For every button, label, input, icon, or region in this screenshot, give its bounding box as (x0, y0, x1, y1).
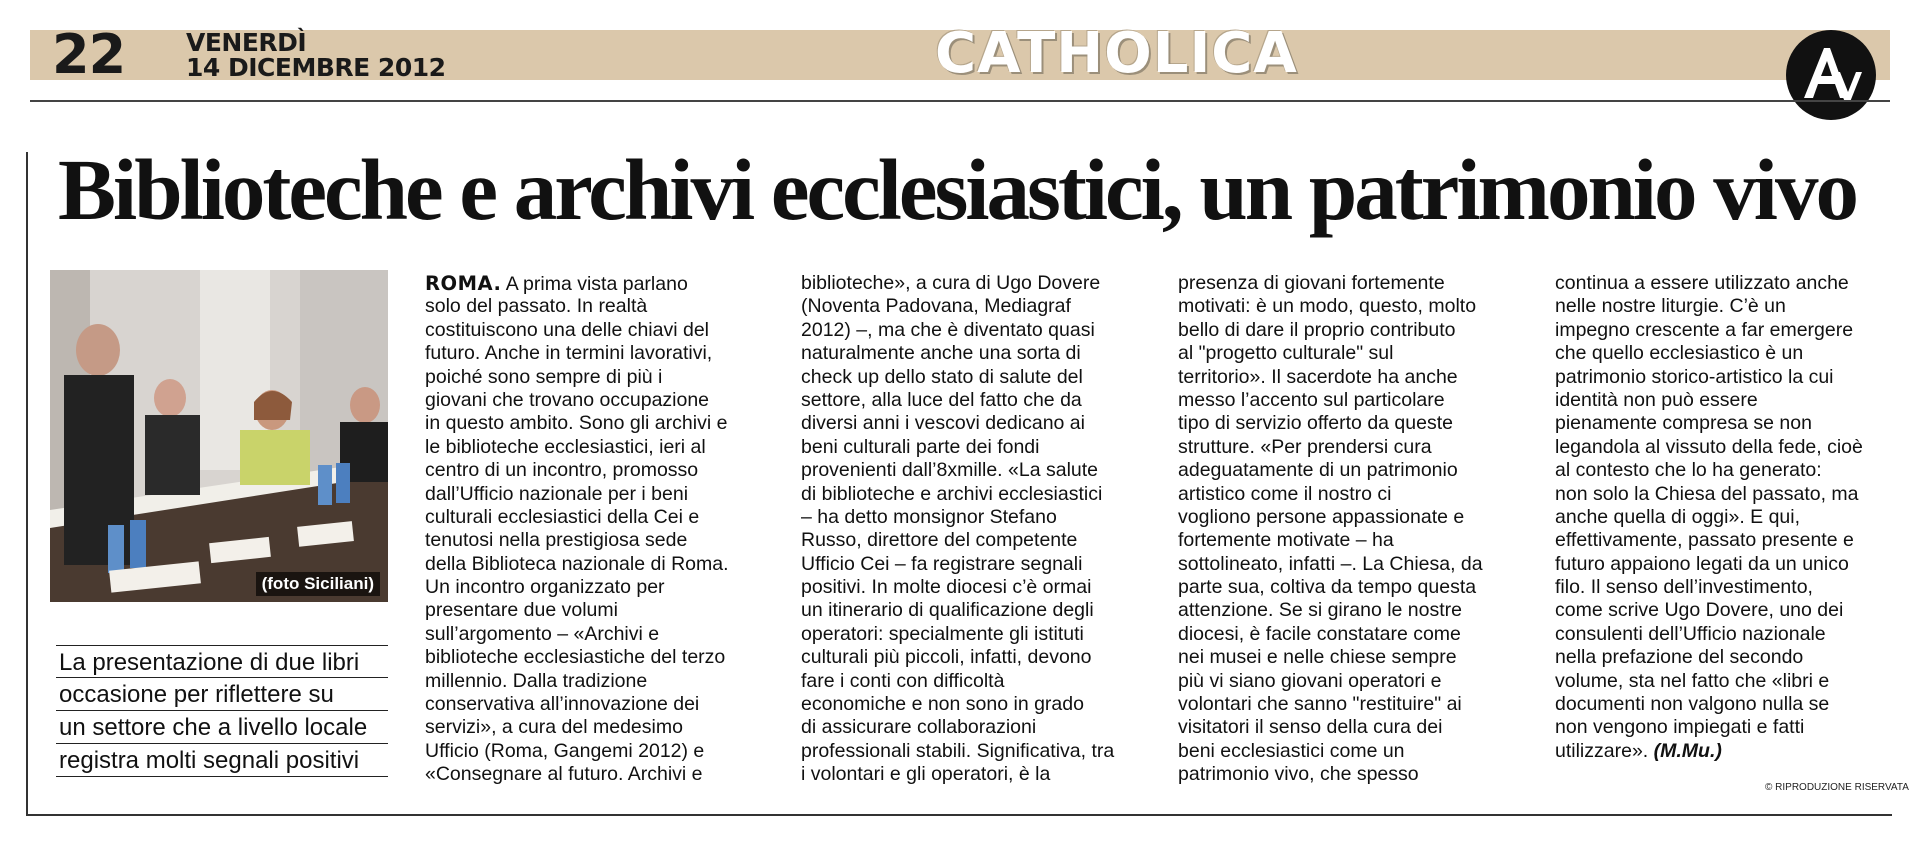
article-text-line: motivati: è un modo, questo, molto (1178, 295, 1477, 318)
article-text-line: anche quella di oggi». E qui, (1555, 505, 1801, 528)
article-text-line: Russo, direttore del competente (801, 529, 1078, 552)
dateline: ROMA. (425, 272, 502, 295)
article-text-line: nelle nostre liturgie. C’è un (1555, 295, 1786, 318)
article-text-line: beni culturali parte dei fondi (801, 435, 1040, 458)
article-text-line: patrimonio storico-artistico la cui (1555, 365, 1834, 388)
article-text-line: culturali più piccoli, infatti, devono (801, 646, 1092, 669)
frame-left-rule (26, 152, 28, 814)
article-text-line: volume, sta nel fatto che «libri e (1555, 669, 1830, 692)
article-text-line: non vengono impiegati e fatti (1555, 716, 1805, 739)
article-text-line (1555, 740, 1915, 763)
article-text-line: tipo di servizio offerto da queste (1178, 412, 1453, 435)
article-column-2 (801, 272, 1161, 787)
summary-line: registra molti segnali positivi (56, 744, 388, 777)
article-text-line: filo. Il senso dell’investimento, (1555, 576, 1813, 599)
article-text-line: consulenti dell’Ufficio nazionale (1555, 622, 1826, 645)
article-text-line: parte sua, coltiva da tempo questa (1178, 576, 1477, 599)
summary-line: La presentazione di due libri (56, 645, 388, 678)
article-text-line: fare i conti con difficoltà (801, 669, 1005, 692)
article-text-line: futuro appaiono legati da un unico (1555, 552, 1849, 575)
article-text-line: nei musei e nelle chiese sempre (1178, 646, 1457, 669)
article-text-line: pienamente compresa se non (1555, 412, 1812, 435)
article-text-line: identità non può essere (1555, 388, 1758, 411)
article-text-line: naturalmente anche una sorta di (801, 342, 1081, 365)
article-text-line: territorio». Il sacerdote ha anche (1178, 365, 1458, 388)
article-text-line: in questo ambito. Sono gli archivi e (425, 412, 728, 435)
page-number: 22 (52, 23, 126, 86)
article-text-line: positivi. In molte diocesi c’è ormai (801, 576, 1092, 599)
summary-box (56, 645, 388, 777)
article-text-line: presenza di giovani fortemente (1178, 272, 1445, 294)
article-column-1 (425, 272, 785, 787)
article-text-line: culturali ecclesiastici della Cei e (425, 505, 700, 528)
article-text-line: costituiscono una delle chiavi del (425, 318, 710, 341)
article-text-line: (Noventa Padovana, Mediagraf (801, 295, 1071, 318)
article-text-line: artistico come il nostro ci (1178, 482, 1392, 505)
article-text-line: Ufficio (Roma, Gangemi 2012) e (425, 739, 705, 762)
author-signature: (M.Mu.) (1653, 739, 1722, 762)
article-text-line: beni ecclesiastici come un (1178, 739, 1405, 762)
article-text: A prima vista parlano (505, 273, 688, 295)
copyright-notice: © RIPRODUZIONE RISERVATA (1765, 782, 1909, 793)
article-text-line: messo l’accento sul particolare (1178, 388, 1445, 411)
article-text-line: conservativa all’innovazione dei (425, 693, 700, 716)
article-text-line: solo del passato. In realtà (425, 295, 648, 318)
article-photo (50, 270, 388, 602)
article-text-line: fortemente motivate – ha (1178, 529, 1394, 552)
photo-caption: (foto Siciliani) (256, 572, 380, 596)
article-text-line: le biblioteche ecclesiastici, ieri al (425, 435, 706, 458)
article-text-line: continua a essere utilizzato anche (1555, 272, 1849, 294)
issue-day: VENERDÌ (186, 28, 307, 57)
article-text-line: che quello ecclesiastico è un (1555, 342, 1804, 365)
article-column-3 (1178, 272, 1538, 787)
article-text-line: al "progetto culturale" sul (1178, 342, 1394, 365)
article-text-line: di assicurare collaborazioni (801, 716, 1037, 739)
article-text-line: bello di dare il proprio contributo (1178, 318, 1456, 341)
article-text-line: 2012) –, ma che è diventato quasi (801, 318, 1095, 341)
article-text-line: operatori: specialmente gli istituti (801, 622, 1084, 645)
article-text-line: poiché sono sempre di più i (425, 365, 663, 388)
article-text-line: provenienti dall’8xmille. «La salute (801, 459, 1099, 482)
issue-full-date: 14 DICEMBRE 2012 (186, 53, 446, 82)
issue-date (186, 30, 446, 80)
headline: Biblioteche e archivi ecclesiastici, un patrimonio vivo (58, 141, 1856, 238)
article-text-line: Ufficio Cei – fa registrare segnali (801, 552, 1083, 575)
article-text-line: diocesi, è facile constatare come (1178, 622, 1461, 645)
article-column-4 (1555, 272, 1915, 763)
article-text-line: Un incontro organizzato per (425, 576, 665, 599)
article-text-line: effettivamente, passato presente e (1555, 529, 1854, 552)
article-text-line: documenti non valgono nulla se (1555, 693, 1830, 716)
article-text-line: come scrive Ugo Dovere, uno dei (1555, 599, 1844, 622)
article-text-line: al contesto che lo ha generato: (1555, 459, 1822, 482)
article-text-line: – ha detto monsignor Stefano (801, 505, 1057, 528)
article-text-line: biblioteche», a cura di Ugo Dovere (801, 272, 1101, 294)
summary-line: occasione per riflettere su (56, 678, 388, 711)
article-text-line: check up dello stato di salute del (801, 365, 1083, 388)
article-text-line: i volontari e gli operatori, è la (801, 763, 1051, 786)
article-text-line: adeguatamente di un patrimonio (1178, 459, 1458, 482)
article-text-line: futuro. Anche in termini lavorativi, (425, 342, 713, 365)
article-text-line: economiche e non sono in grado (801, 693, 1084, 716)
header-rule (30, 100, 1890, 102)
article-text-line: settore, alla luce del fatto che da (801, 388, 1082, 411)
article-text-line: volontari che sanno "restituire" ai (1178, 693, 1462, 716)
article-text-line: patrimonio vivo, che spesso (1178, 763, 1419, 786)
article-text-line: diversi anni i vescovi dedicano ai (801, 412, 1085, 435)
avvenire-monogram-icon (1786, 30, 1876, 120)
article-text-line: attenzione. Se si girano le nostre (1178, 599, 1463, 622)
article-text-line: non solo la Chiesa del passato, ma (1555, 482, 1859, 505)
article-text-line: nella prefazione del secondo (1555, 646, 1804, 669)
summary-line: un settore che a livello locale (56, 711, 388, 744)
frame-bottom-rule (26, 814, 1892, 816)
article-text-line: legandola al vissuto della fede, cioè (1555, 435, 1863, 458)
article-text-line: professionali stabili. Significativa, tra (801, 739, 1115, 762)
article-text-line: biblioteche ecclesiastiche del terzo (425, 646, 726, 669)
section-title: CATHOLICA (935, 21, 1298, 86)
article-text-line: millennio. Dalla tradizione (425, 669, 648, 692)
article-text-line: sull’argomento – «Archivi e (425, 622, 660, 645)
article-text-line: visitatori il senso della cura dei (1178, 716, 1443, 739)
article-text-line: più vi siano giovani operatori e (1178, 669, 1442, 692)
article-text-line: di biblioteche e archivi ecclesiastici (801, 482, 1103, 505)
article-text-line: impegno crescente a far emergere (1555, 318, 1854, 341)
article-text-line: servizi», a cura del medesimo (425, 716, 683, 739)
article-text: utilizzare». (1555, 739, 1649, 762)
article-text-line: della Biblioteca nazionale di Roma. (425, 552, 729, 575)
article-text-line: giovani che trovano occupazione (425, 388, 710, 411)
article-text-line: vogliono persone appassionate e (1178, 505, 1465, 528)
article-text-line: strutture. «Per prendersi cura (1178, 435, 1432, 458)
article-text-line: centro di un incontro, promosso (425, 459, 699, 482)
article-text-line: sottolineato, infatti –. La Chiesa, da (1178, 552, 1483, 575)
article-text-line: dall’Ufficio nazionale per i beni (425, 482, 689, 505)
article-text-line: presentare due volumi (425, 599, 618, 622)
article-text-line (425, 272, 785, 295)
article-text-line: «Consegnare al futuro. Archivi e (425, 763, 703, 786)
article-text-line: un itinerario di qualificazione degli (801, 599, 1094, 622)
article-text-line: tenutosi nella prestigiosa sede (425, 529, 688, 552)
